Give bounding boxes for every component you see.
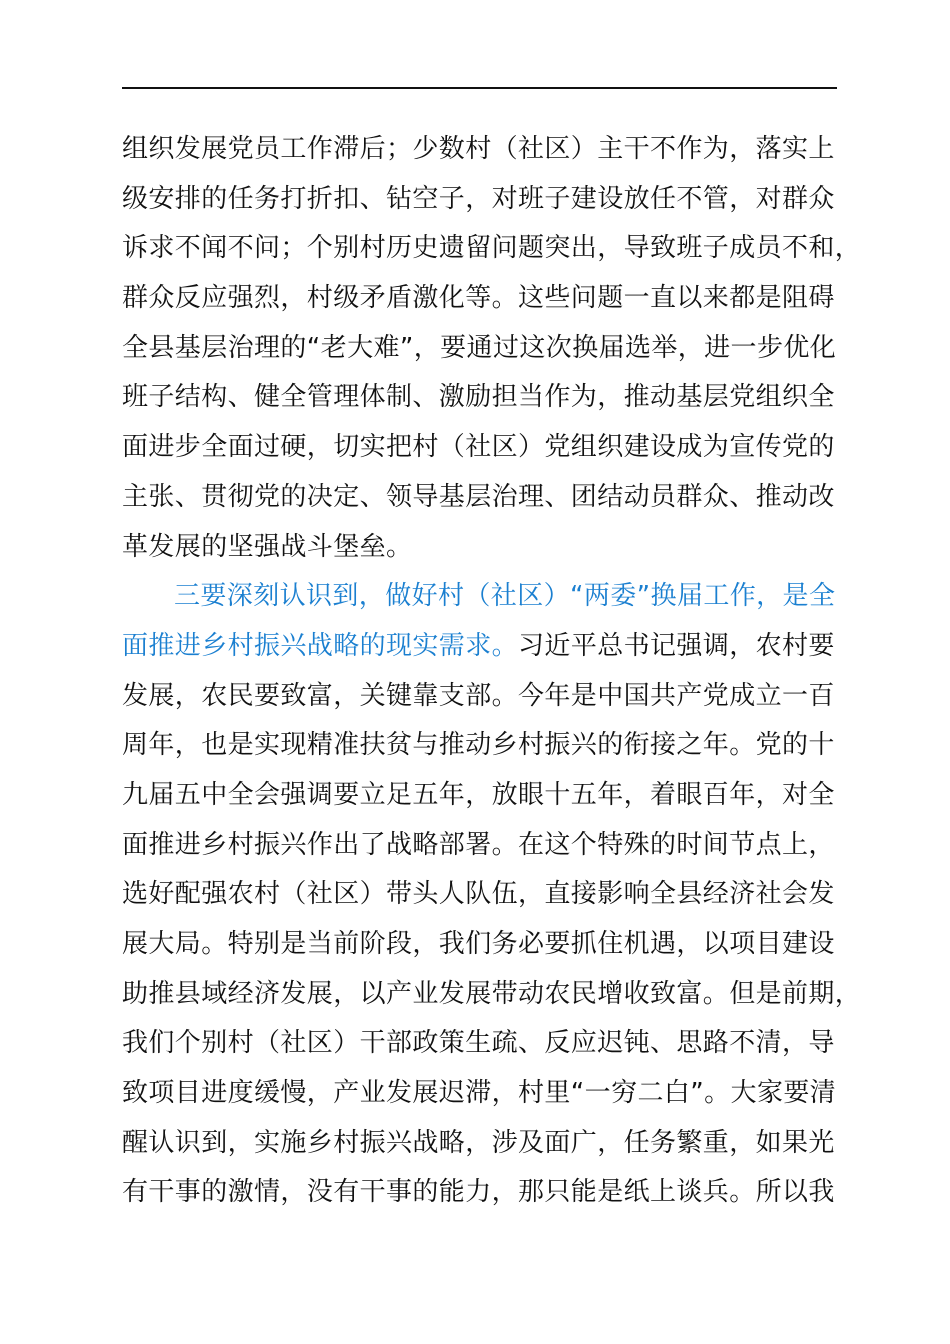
- text-line: 醒认识到，实施乡村振兴战略，涉及面广，任务繁重，如果光: [122, 1127, 835, 1158]
- section-heading-continued: 面推进乡村振兴战略的现实需求。: [122, 630, 519, 661]
- text-line: 助推县域经济发展，以产业发展带动农民增收致富。但是前期，: [122, 978, 862, 1009]
- text-line: 展大局。特别是当前阶段，我们务必要抓住机遇，以项目建设: [122, 929, 835, 959]
- text-line: 选好配强农村（社区）带头人队伍，直接影响全县经济社会发: [122, 879, 835, 910]
- text-line: 革发展的坚强战斗堡垒。: [122, 531, 413, 562]
- text-line: 面进步全面过硬，切实把村（社区）党组织建设成为宣传党的: [122, 432, 835, 463]
- text-line: [122, 622, 862, 672]
- text-line: 班子结构、健全管理体制、激励担当作为，推动基层党组织全: [122, 382, 835, 413]
- header-rule: [122, 87, 837, 89]
- text-line: 我们个别村（社区）干部政策生疏、反应迟钝、思路不清，导: [122, 1028, 835, 1059]
- text-line: 周年，也是实现精准扶贫与推动乡村振兴的衔接之年。党的十: [122, 730, 835, 761]
- text-run: 习近平总书记强调，农村要: [518, 630, 835, 661]
- section-heading: 三要深刻认识到，做好村（社区）“两委”换届工作，是全: [174, 581, 836, 612]
- text-line: 发展，农民要致富，关键靠支部。今年是中国共产党成立一百: [122, 680, 835, 711]
- text-line: 九届五中全会强调要立足五年，放眼十五年，着眼百年，对全: [122, 779, 835, 810]
- text-line: 组织发展党员工作滞后；少数村（社区）主干不作为，落实上: [122, 134, 835, 164]
- text-line: 全县基层治理的“老大难”，要通过这次换届选举，进一步优化: [122, 332, 837, 363]
- document-body: [122, 125, 862, 1218]
- text-line: 有干事的激情，没有干事的能力，那只能是纸上谈兵。所以我: [122, 1177, 835, 1208]
- paragraph-2: [122, 572, 862, 1218]
- text-line: 群众反应强烈，村级矛盾激化等。这些问题一直以来都是阻碍: [122, 283, 835, 314]
- text-line: [122, 572, 862, 622]
- text-line: 级安排的任务打折扣、钻空子，对班子建设放任不管，对群众: [122, 183, 835, 214]
- paragraph-1: [122, 125, 862, 572]
- text-line: 致项目进度缓慢，产业发展迟滞，村里“一穷二白”。大家要清: [122, 1078, 837, 1109]
- text-line: 面推进乡村振兴作出了战略部署。在这个特殊的时间节点上，: [122, 829, 835, 860]
- text-line: 诉求不闻不问；个别村历史遗留问题突出，导致班子成员不和，: [122, 233, 862, 264]
- text-line: 主张、贯彻党的决定、领导基层治理、团结动员群众、推动改: [122, 481, 835, 512]
